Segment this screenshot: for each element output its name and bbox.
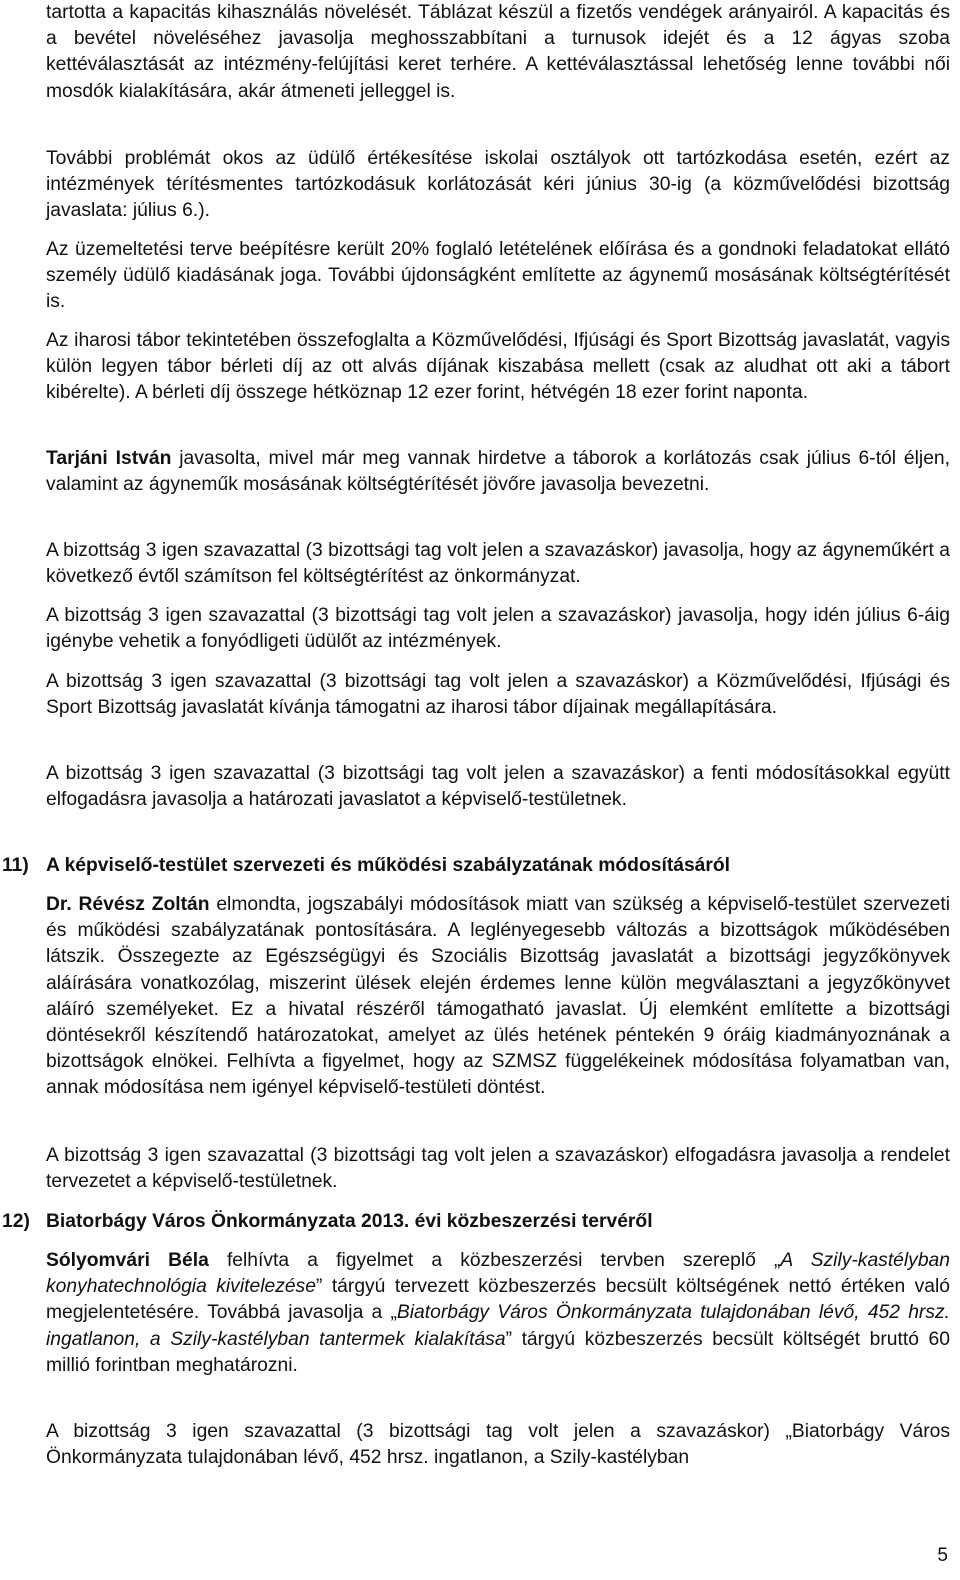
paragraph-vote-procurement: A bizottság 3 igen szavazattal (3 bizottsági tag volt jelen a szavazáskor) „Biatorbágy Város Önkormányzata tulajdonában lévő, 452 hrsz. ingatlanon, a Szily-kastélyban (46, 1421, 950, 1469)
section-title: Biatorbágy Város Önkormányzata 2013. évi közbeszerzési tervéről (46, 1211, 653, 1232)
paragraph-vote-resolution: A bizottság 3 igen szavazattal (3 bizottsági tag volt jelen a szavazáskor) a fenti módosításokkal együtt elfogadásra javasolja a határozati javaslatot a képviselő-testületnek. (46, 763, 950, 811)
paragraph-vote-bedding: A bizottság 3 igen szavazattal (3 bizottsági tag volt jelen a szavazáskor) javasolja, hogy az ágyneműkért a következő évtől számítson fel költségtérítést az önkormányzat. (46, 540, 950, 588)
section-number: 11) (2, 855, 29, 876)
paragraph-revesz (46, 892, 950, 1102)
paragraph-vote-july: A bizottság 3 igen szavazattal (3 bizottsági tag volt jelen a szavazáskor) javasolja, hogy idén július 6-áig igénybe vehetik a fonyódligeti üdülőt az intézmények. (46, 605, 950, 653)
paragraph-text: ” tárgyú tervezett közbeszerzés becsült költségének nettó értéken való megjelentetésére. Továbbá javasolja a „ (46, 1276, 951, 1324)
section-heading-12 (2, 1209, 950, 1235)
section-title: A képviselő-testület szervezeti és működési szabályzatának módosításáról (46, 855, 731, 876)
paragraph-tarjani (46, 446, 950, 498)
paragraph-school-groups: További problémát okos az üdülő értékesítése iskolai osztályok ott tartózkodása esetén, ezért az intézmények térítésmentes tartózkodásuk korlátozását kéri június 30-ig (a közművelődési bizottság javaslata: július 6.). (46, 148, 950, 222)
paragraph-text: javasolta, mivel már meg vannak hirdetve a táborok a korlátozás csak július 6-tól éljen, valamint az ágyneműk mosásának költségtérítését jövőre javasolja bevezetni. (46, 448, 951, 496)
speaker-name: Dr. Révész Zoltán (46, 894, 210, 915)
paragraph-text: elmondta, jogszabályi módosítások miatt van szükség a képviselő-testület szervezeti és működési szabályzatának pontosítására. A leglényegesebb változás a bizottságok működésében látszik. Összegezte az Egészségügyi és Szociális Bizottság javaslatát a bizottsági jegyzőkönyvek aláírására vonatkozólag, miszerint ülések elején érdemes lenne külön megválasztani a jegyzőkönyvet aláíró személyeket. Ez a hivatal részéről támogatható javaslat. Új elemként említette a bizottsági döntésekről készítendő határozatokat, amelyet az ülés hetének péntekén 9 óráig kiadmányoznának a bizottságok elnökei. Felhívta a figyelmet, hogy az SZMSZ függelékeinek módosítása folyamatban van, annak módosítása nem igényel képviselő-testületi döntést. (46, 894, 950, 1099)
paragraph-solyomvari (46, 1248, 950, 1379)
paragraph-iharos-camp: Az iharosi tábor tekintetében összefoglalta a Közművelődési, Ifjúsági és Sport Bizottság javaslatát, vagyis külön legyen tábor bérleti díj az ott alvás díjának kiszabása mellett (csak az aludhat ott aki a tábort kibérelte). A bérleti díj összege hétköznap 12 ezer forint, hétvégén 18 ezer forint naponta. (46, 330, 950, 404)
speaker-name: Tarjáni István (46, 448, 172, 469)
section-number: 12) (2, 1211, 30, 1232)
paragraph-vote-regulation: A bizottság 3 igen szavazattal (3 bizottsági tag volt jelen a szavazáskor) elfogadásra javasolja a rendelet tervezetet a képviselő-testületnek. (46, 1145, 950, 1193)
quoted-title: Biatorbágy Város Önkormányzata tulajdonában lévő, 452 hrsz. ingatlanon, a Szily-kastélyban tantermek kialakítása (46, 1302, 950, 1350)
page-number: 5 (937, 1545, 948, 1566)
section-heading-11 (2, 853, 950, 879)
speaker-name: Sólyomvári Béla (46, 1250, 209, 1271)
paragraph-vote-iharos: A bizottság 3 igen szavazattal (3 bizottsági tag volt jelen a szavazáskor) a Közművelődési, Ifjúsági és Sport Bizottság javaslatát kívánja támogatni az iharosi tábor díjainak megállapítására. (46, 671, 950, 719)
paragraph-capacity: tartotta a kapacitás kihasználás növelését. Táblázat készül a fizetős vendégek arányairól. A kapacitás és a bevétel növeléséhez javasolja meghosszabbítani a turnusok idejét és a 12 ágyas szoba kettéválasztását az intézmény-felújítási keret terhére. A kettéválasztással lehetőség lenne további női mosdók kialakítására, akár átmeneti jelleggel is. (46, 2, 950, 102)
paragraph-text: felhívta a figyelmet a közbeszerzési tervben szereplő „ (208, 1250, 781, 1271)
paragraph-text: ” tárgyú közbeszerzés becsült költségét bruttó 60 millió forintban meghatározni. (46, 1328, 950, 1376)
paragraph-operation-plan: Az üzemeltetési terve beépítésre került 20% foglaló letételének előírása és a gondnoki feladatokat ellátó személy üdülő kiadásának joga. További újdonságként említette az ágynemű mosásának költségtérítését is. (46, 239, 950, 313)
quoted-title: A Szily-kastélyban konyhatechnológia kivitelezése (46, 1250, 950, 1298)
